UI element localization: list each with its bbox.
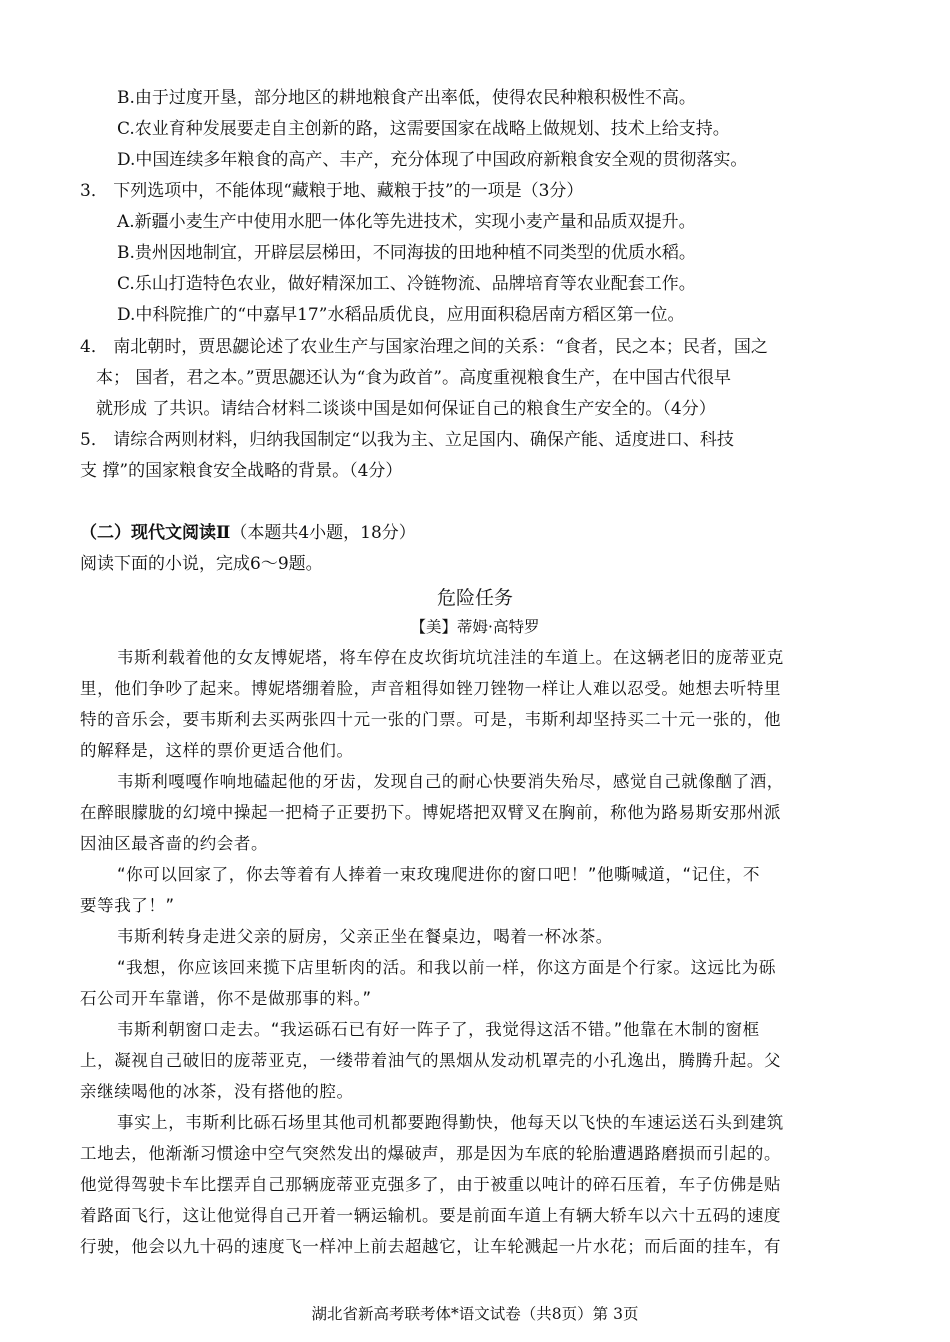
q3-option-a: A.新疆小麦生产中使用水肥一体化等先进技术，实现小麦产量和品质双提升。 — [117, 212, 696, 232]
q3-option-d: D.中科院推广的“中嘉早17”水稻品质优良，应用面积稳居南方稻区第一位。 — [117, 305, 685, 325]
section-heading-detail: （本题共4小题，18分） — [230, 523, 416, 543]
story-line: 里，他们争吵了起来。博妮塔绷着脸，声音粗得如锉刀锉物一样让人难以忍受。她想去听特里 — [80, 679, 782, 698]
story-line: 着路面飞行，这让他觉得自己开着一辆运输机。要是前面车道上有辆大轿车以六十五码的速度 — [80, 1206, 782, 1225]
story-line: 石公司开车靠谱，你不是做那事的料。” — [80, 989, 372, 1008]
section-heading-bold: （二）现代文阅读Ⅱ — [80, 523, 231, 543]
story-line: 韦斯利朝窗口走去。“我运砾石已有好一阵子了，我觉得这活不错。”他靠在木制的窗框 — [117, 1020, 760, 1039]
q3-stem: 3． 下列选项中，不能体现“藏粮于地、藏粮于技”的一项是（3分） — [80, 181, 584, 201]
section-heading — [80, 522, 416, 544]
story-line: 事实上，韦斯利比砾石场里其他司机都要跑得勤快，他每天以飞快的车速运送石头到建筑 — [117, 1113, 784, 1132]
q2-option-c: C.农业育种发展要走自主创新的路，这需要国家在战略上做规划、技术上给支持。 — [117, 119, 730, 139]
story-line: 亲继续喝他的冰茶，没有搭他的腔。 — [80, 1082, 354, 1101]
q3-option-b: B.贵州因地制宜，开辟层层梯田，不同海拔的田地种植不同类型的优质水稻。 — [117, 243, 696, 263]
q5-line-2: 支 撑”的国家粮食安全战略的背景。（4分） — [80, 461, 403, 481]
story-line: “我想，你应该回来揽下店里斩肉的活。和我以前一样，你这方面是个行家。这远比为砾 — [117, 958, 776, 977]
story-line: 工地去，他渐渐习惯途中空气突然发出的爆破声，那是因为车底的轮胎遭遇路磨损而引起的。 — [80, 1144, 782, 1163]
story-line: 韦斯利载着他的女友博妮塔，将车停在皮坎街坑坑洼洼的车道上。在这辆老旧的庞蒂亚克 — [117, 648, 784, 667]
page-footer: 湖北省新高考联考体*语文试卷（共8页）第 3页 — [311, 1305, 639, 1323]
story-line: 因油区最吝啬的约会者。 — [80, 834, 269, 853]
story-line: 要等我了！” — [80, 896, 175, 915]
q4-line-1: 4． 南北朝时，贾思勰论述了农业生产与国家治理之间的关系：“食者，民之本；民者，国之 — [80, 337, 768, 357]
story-line: 的解释是，这样的票价更适合他们。 — [80, 741, 354, 760]
story-line: 他觉得驾驶卡车比摆弄自己那辆庞蒂亚克强多了，由于被重以吨计的碎石压着，车子仿佛是贴 — [80, 1175, 782, 1194]
story-line: 特的音乐会，要韦斯利去买两张四十元一张的门票。可是，韦斯利却坚持买二十元一张的，他 — [80, 710, 782, 729]
story-author: 【美】蒂姆·高特罗 — [410, 618, 540, 636]
q5-line-1: 5． 请综合两则材料，归纳我国制定“以我为主、立足国内、确保产能、适度进口、科技 — [80, 430, 734, 450]
story-line: “你可以回家了，你去等着有人捧着一束玫瑰爬进你的窗口吧！”他嘶喊道，“记住，不 — [117, 865, 761, 884]
section-instruction: 阅读下面的小说，完成6～9题。 — [80, 554, 323, 574]
q4-line-2: 本； 国者，君之本。”贾思勰还认为“食为政首”。高度重视粮食生产，在中国古代很早 — [96, 368, 731, 388]
q2-option-d: D.中国连续多年粮食的高产、丰产，充分体现了中国政府新粮食安全观的贯彻落实。 — [117, 150, 748, 170]
story-line: 行驶，他会以九十码的速度飞一样冲上前去超越它，让车轮溅起一片水花；而后面的挂车，有 — [80, 1237, 782, 1256]
q4-line-3: 就形成 了共识。请结合材料二谈谈中国是如何保证自己的粮食生产安全的。（4分） — [96, 399, 716, 419]
story-line: 上，凝视自己破旧的庞蒂亚克，一缕带着油气的黑烟从发动机罩壳的小孔逸出，腾腾升起。父 — [80, 1051, 782, 1070]
story-title: 危险任务 — [436, 587, 513, 609]
story-line: 韦斯利嘎嘎作响地磕起他的牙齿，发现自己的耐心快要消失殆尽，感觉自己就像酗了酒， — [117, 772, 784, 791]
story-line: 在醉眼朦胧的幻境中操起一把椅子正要扔下。博妮塔把双臂叉在胸前，称他为路易斯安那州派 — [80, 803, 782, 822]
story-line: 韦斯利转身走进父亲的厨房，父亲正坐在餐桌边，喝着一杯冰茶。 — [117, 927, 613, 946]
q2-option-b: B.由于过度开垦，部分地区的耕地粮食产出率低，使得农民种粮积极性不高。 — [117, 88, 696, 108]
q3-option-c: C.乐山打造特色农业，做好精深加工、冷链物流、品牌培育等农业配套工作。 — [117, 274, 696, 294]
